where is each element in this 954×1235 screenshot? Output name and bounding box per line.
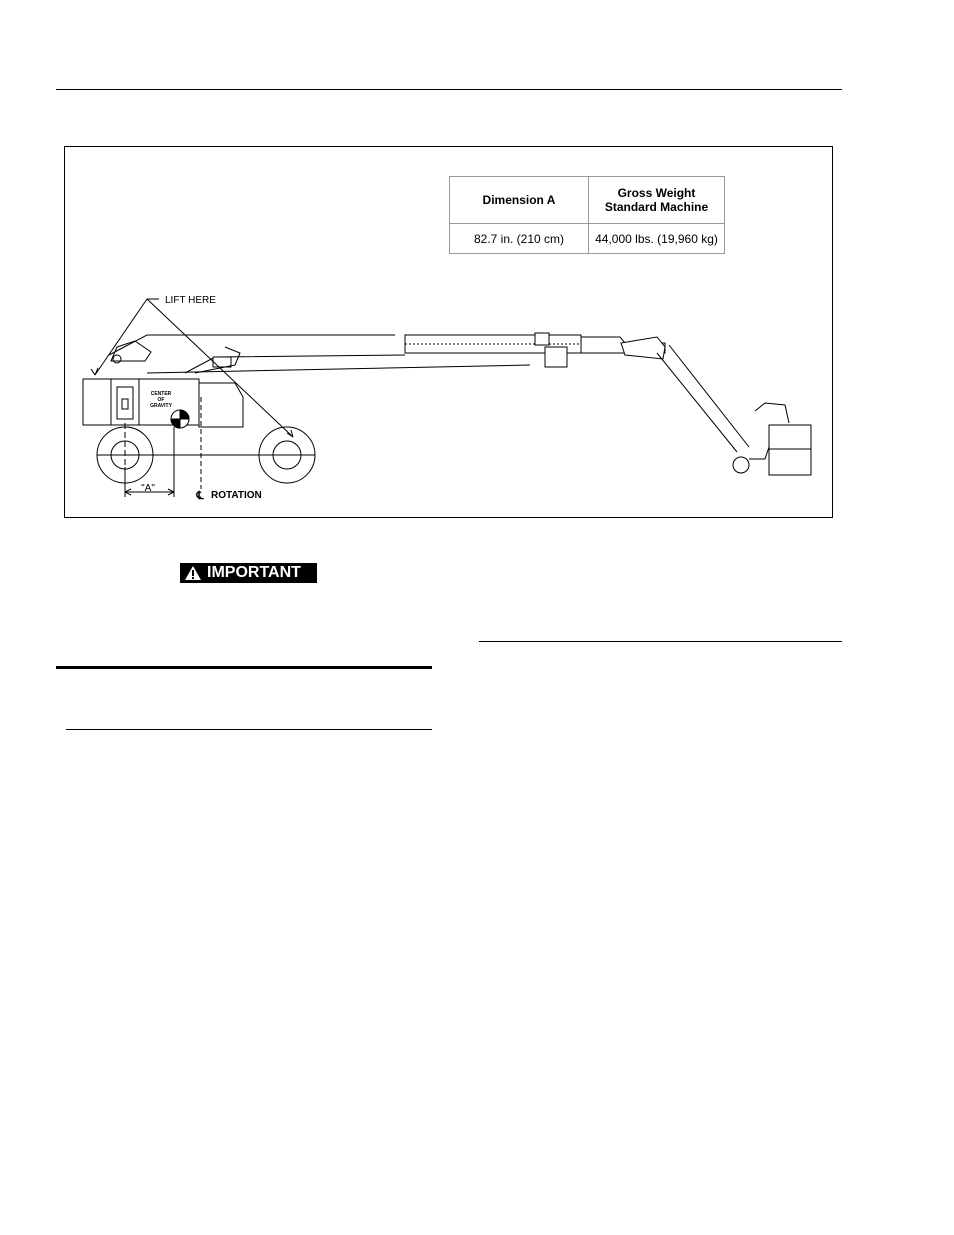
warning-triangle-icon	[184, 565, 202, 581]
section-rule-right	[479, 641, 842, 642]
dimension-a-label: "A"	[141, 483, 155, 494]
jib-arm-bottom	[669, 345, 749, 447]
table-header-dimension: Dimension A	[450, 177, 589, 224]
jib-knuckle	[621, 337, 665, 359]
rotation-label: ROTATION	[211, 490, 262, 501]
lift-here-label: LIFT HERE	[165, 295, 216, 306]
counterweight	[83, 379, 111, 425]
cog-label-3: GRAVITY	[150, 403, 172, 409]
header-rule	[56, 89, 842, 90]
boom-cylinder-mount	[213, 357, 231, 367]
jib-arm-top	[657, 353, 737, 452]
centerline-symbol: ℄	[196, 490, 204, 502]
table-cell-dimension: 82.7 in. (210 cm)	[450, 224, 589, 254]
control-cabinet	[139, 379, 199, 425]
dimension-weight-table	[449, 176, 725, 254]
platform-rotator	[733, 457, 749, 473]
section-rule-thick	[56, 666, 432, 669]
boom-top-line	[109, 335, 395, 355]
lift-leader-left	[95, 299, 147, 375]
boom-bottom-line	[147, 365, 530, 373]
cog-label-1: CENTER	[150, 391, 172, 397]
cog-label-2: OF	[157, 397, 165, 403]
turntable	[199, 383, 243, 427]
table-header-weight: Gross Weight Standard Machine	[589, 177, 725, 224]
boom-head	[535, 333, 549, 345]
rear-cabinet	[111, 379, 139, 425]
important-notice-badge	[180, 563, 317, 583]
table-cell-weight: 44,000 lbs. (19,960 kg)	[589, 224, 725, 254]
jib-cylinder	[545, 347, 567, 367]
important-label: IMPORTANT	[207, 564, 301, 581]
platform	[769, 425, 811, 475]
section-rule-thin	[66, 729, 432, 730]
table-header-row	[450, 177, 725, 224]
figure-frame	[64, 146, 833, 518]
table-row	[450, 224, 725, 254]
